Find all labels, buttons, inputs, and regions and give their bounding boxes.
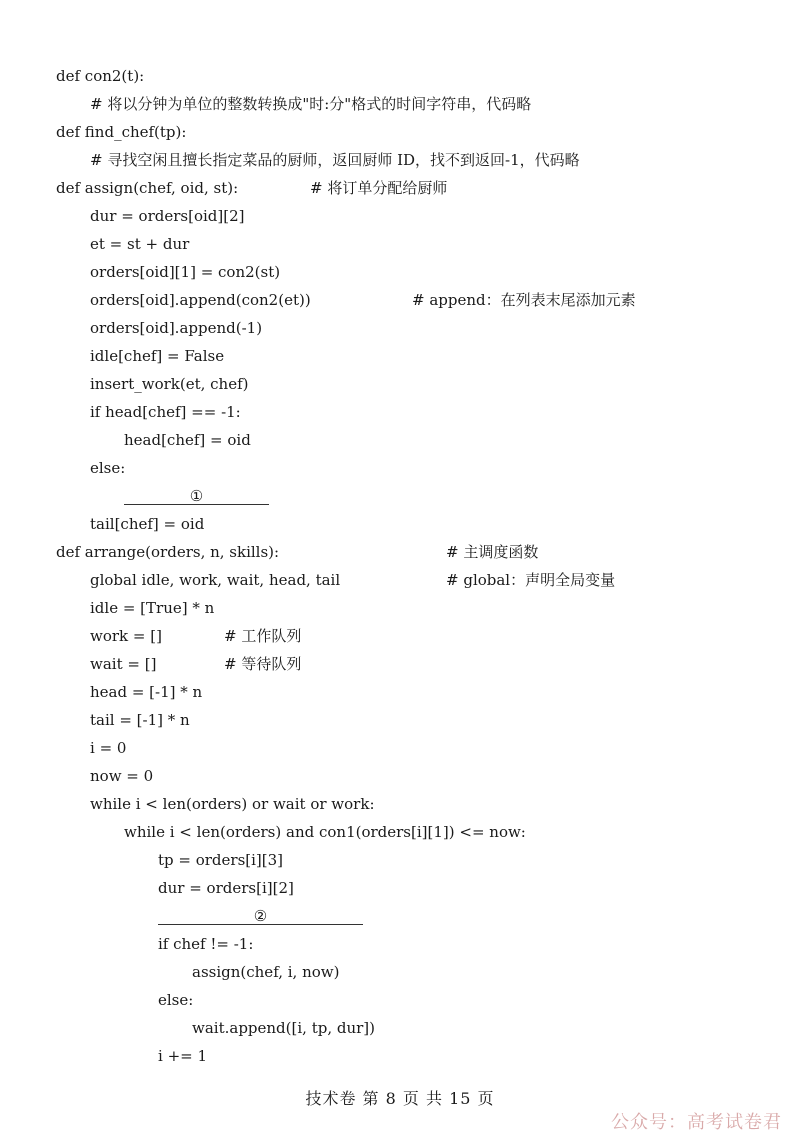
code-line (0, 650, 800, 678)
code-comment: # append：在列表末尾添加元素 (412, 291, 636, 309)
code-line (0, 846, 800, 874)
code-line (0, 1014, 800, 1042)
code-line (0, 930, 800, 958)
code-listing (0, 62, 800, 1070)
code-text: i += 1 (158, 1047, 208, 1065)
code-comment: # 将订单分配给厨师 (310, 179, 448, 197)
code-text: idle[chef] = False (90, 347, 225, 365)
code-text: idle = [True] * n (90, 599, 215, 617)
code-line (0, 174, 800, 202)
code-text: head = [-1] * n (90, 683, 203, 701)
code-text: def arrange(orders, n, skills): (56, 543, 280, 561)
code-text: else: (90, 459, 126, 477)
code-text: now = 0 (90, 767, 154, 785)
code-line (0, 986, 800, 1014)
code-line (0, 902, 800, 930)
code-line (0, 370, 800, 398)
code-line (0, 146, 800, 174)
code-comment: # 将以分钟为单位的整数转换成"时:分"格式的时间字符串，代码略 (90, 95, 532, 113)
code-text: dur = orders[i][2] (158, 879, 294, 897)
code-text: orders[oid].append(con2(et)) (90, 291, 311, 309)
code-line (0, 874, 800, 902)
code-line (0, 818, 800, 846)
code-text: head[chef] = oid (124, 431, 251, 449)
code-line (0, 62, 800, 90)
code-line (0, 706, 800, 734)
blank-marker: ② (253, 907, 268, 925)
code-line (0, 90, 800, 118)
code-line (0, 398, 800, 426)
code-line (0, 286, 800, 314)
code-line (0, 342, 800, 370)
code-text: tp = orders[i][3] (158, 851, 284, 869)
code-text: tail = [-1] * n (90, 711, 190, 729)
code-text: et = st + dur (90, 235, 190, 253)
code-text: work = [] (90, 627, 162, 645)
answer-blank-1[interactable] (124, 482, 269, 510)
code-line (0, 762, 800, 790)
code-text: global idle, work, wait, head, tail (90, 571, 341, 589)
code-line (0, 202, 800, 230)
answer-blank-2[interactable] (158, 902, 363, 930)
code-text: orders[oid][1] = con2(st) (90, 263, 281, 281)
code-line (0, 678, 800, 706)
code-line (0, 510, 800, 538)
code-text: dur = orders[oid][2] (90, 207, 245, 225)
code-comment: # global：声明全局变量 (446, 571, 616, 589)
code-line (0, 230, 800, 258)
code-text: while i < len(orders) or wait or work: (90, 795, 375, 813)
code-text: if chef != -1: (158, 935, 254, 953)
code-text: assign(chef, i, now) (192, 963, 340, 981)
watermark: 公众号：高考试卷君 (611, 1112, 782, 1133)
code-line (0, 118, 800, 146)
code-text: orders[oid].append(-1) (90, 319, 263, 337)
code-comment: # 等待队列 (224, 655, 302, 673)
code-text: def assign(chef, oid, st): (56, 179, 239, 197)
code-text: i = 0 (90, 739, 127, 757)
code-line (0, 958, 800, 986)
code-line (0, 566, 800, 594)
code-text: wait.append([i, tp, dur]) (192, 1019, 376, 1037)
code-comment: # 工作队列 (224, 627, 302, 645)
code-line (0, 454, 800, 482)
code-comment: # 寻找空闲且擅长指定菜品的厨师，返回厨师 ID，找不到返回-1，代码略 (90, 151, 580, 169)
code-text: if head[chef] == -1: (90, 403, 241, 421)
code-text: tail[chef] = oid (90, 515, 205, 533)
code-text: wait = [] (90, 655, 157, 673)
code-text: else: (158, 991, 194, 1009)
code-line (0, 258, 800, 286)
code-line (0, 622, 800, 650)
code-comment: # 主调度函数 (446, 543, 539, 561)
code-text: insert_work(et, chef) (90, 375, 249, 393)
code-line (0, 790, 800, 818)
code-line (0, 538, 800, 566)
code-text: def find_chef(tp): (56, 123, 187, 141)
code-text: def con2(t): (56, 67, 145, 85)
code-line (0, 482, 800, 510)
code-text: while i < len(orders) and con1(orders[i][1]) <= now: (124, 823, 526, 841)
code-line (0, 426, 800, 454)
code-line (0, 594, 800, 622)
code-line (0, 1042, 800, 1070)
code-line (0, 314, 800, 342)
blank-marker: ① (189, 487, 204, 505)
code-line (0, 734, 800, 762)
page-footer: 技术卷 第 8 页 共 15 页 (305, 1089, 495, 1108)
